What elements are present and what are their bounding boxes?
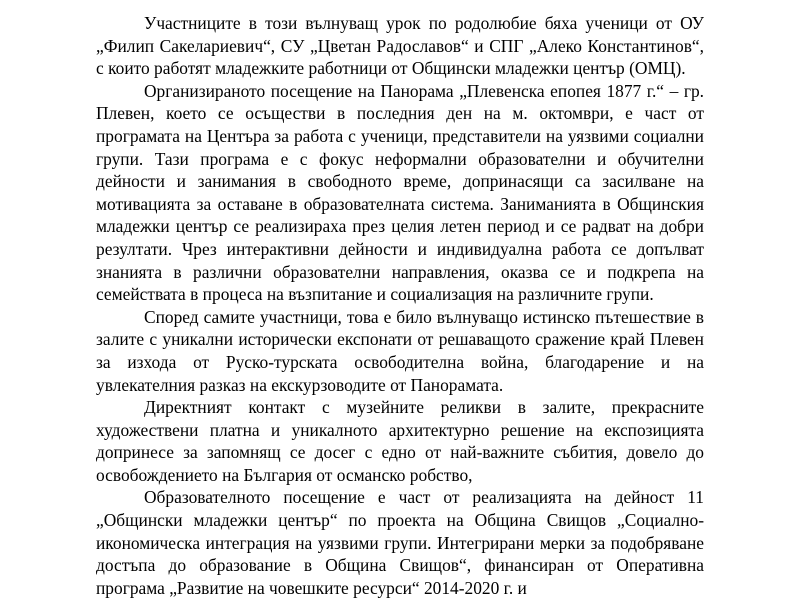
paragraph-impressions: Според самите участници, това е било вълнуващо истинско пътешествие в залите с уникални исторически експонати от решаващото сражение край Плевен за изхода от Руско-турската освободителна война, благодарение и на увлекателния разказ на екскурзоводите от Панорамата.: [96, 306, 704, 395]
paragraph-project: Образователното посещение е част от реализацията на дейност 11 „Общински младежки център“ по проекта на Община Свищов „Социално-икономическа интеграция на уязвими групи. Интегрирани мерки за подобряване достъпа до образование в Община Свищов“, финансиран от Оперативна програма „Развитие на човешките ресурси“ 2014-2020 г. и: [96, 487, 704, 598]
paragraph-visit: Организираното посещение на Панорама „Плевенска епопея 1877 г.“ – гр. Плевен, което се осъществи в последния ден на м. октомври, е част от програмата на Центъра за работа с ученици, представители на уязвими социални групи. Тази програма е с фокус неформални образователни и обучителни дейности и занимания в свободното време, допринасящи са засилване на мотивацията за оставане в образователната система. Заниманията в Общинския младежки център се реализираха през целия летен период и се радват на добри резултати. Чрез интерактивни дейности и индивидуална работа се допълват знанията в различни образователни направления, оказва се и подкрепа на семействата в процеса на възпитание и социализация на различните групи.: [96, 80, 704, 305]
paragraph-contact: Директният контакт с музейните реликви в залите, прекрасните художествени платна и уникалното архитектурно решение на експозицията допринесе за запомнящ се досег с едно от най-важните събития, довело до освобождението на България от османско робство,: [96, 397, 704, 485]
paragraph-participants: Участниците в този вълнуващ урок по родолюбие бяха ученици от ОУ „Филип Сакелариевич“, СУ „Цветан Радославов“ и СПГ „Алеко Константинов“, с които работят младежките работници от Общински младежки център (ОМЦ).: [96, 13, 704, 79]
document-body: [96, 12, 704, 599]
